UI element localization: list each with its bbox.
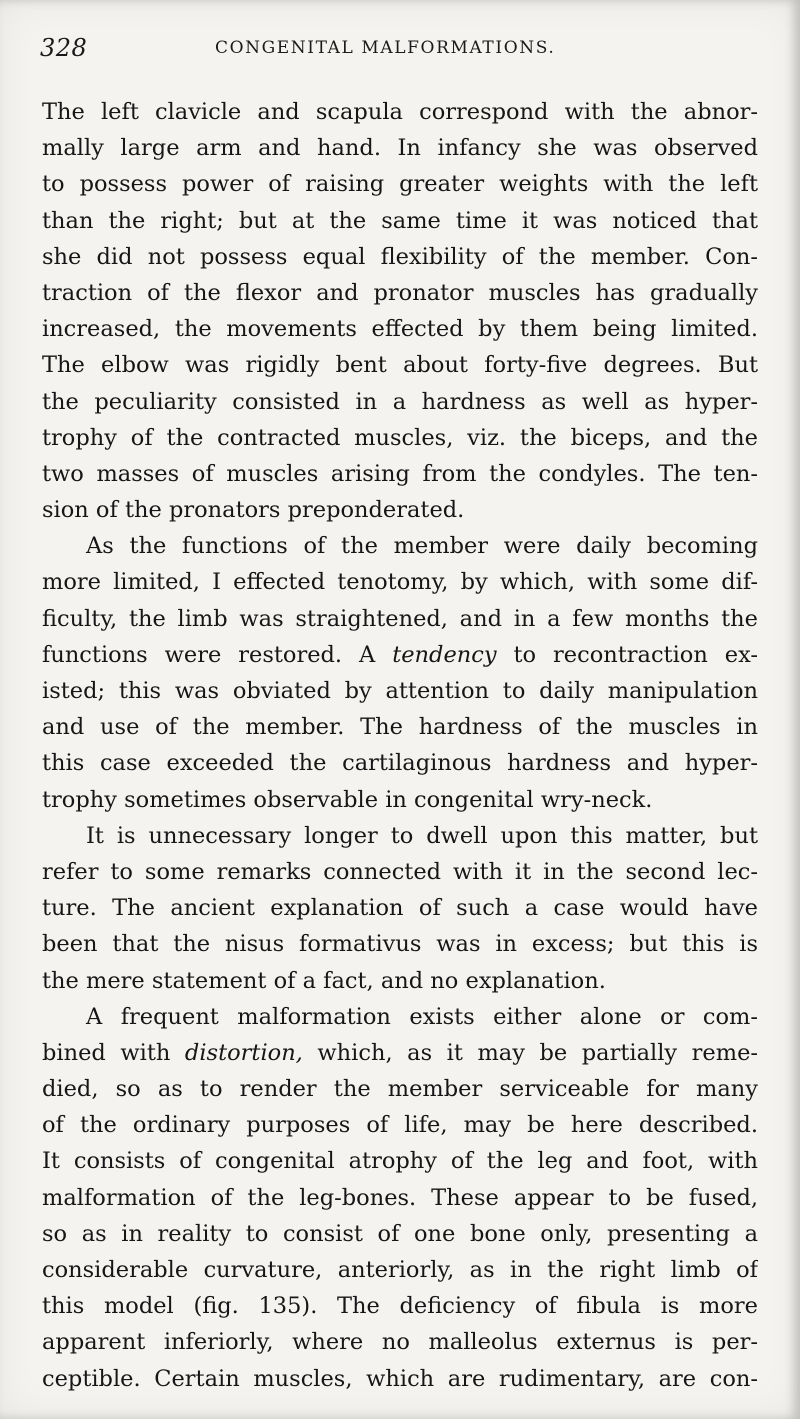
text-line: so as in reality to consist of one bone only, presenting a — [42, 1220, 758, 1247]
text-line: of the ordinary purposes of life, may be here described. — [42, 1112, 758, 1139]
text-segment: bined with — [42, 1039, 185, 1066]
text-line: been that the nisus formativus was in excess; but this is — [42, 931, 758, 958]
text-line: The left clavicle and scapula correspond with the abnor- — [42, 99, 758, 125]
text-line: more limited, I effected tenotomy, by which, with some dif- — [42, 569, 758, 596]
text-line: refer to some remarks connected with it in the second lec- — [42, 858, 758, 885]
text-line-with-italic — [42, 1035, 758, 1071]
page-number: 328 — [40, 34, 88, 62]
paragraph-1 — [42, 94, 758, 528]
text-line: As the functions of the member were daily becoming — [86, 533, 758, 560]
text-line: the peculiarity consisted in a hardness as well as hyper- — [42, 388, 758, 415]
text-line: A frequent malformation exists either alone or com- — [86, 1003, 758, 1030]
text-line: she did not possess equal flexibility of the member. Con- — [42, 243, 758, 270]
text-line: considerable curvature, anteriorly, as in the right limb of — [42, 1257, 758, 1283]
text-line: sion of the pronators preponderated. — [42, 497, 465, 524]
text-line: this case exceeded the cartilaginous hardness and hyper- — [42, 750, 758, 777]
text-line: ceptible. Certain muscles, which are rudimentary, are con- — [42, 1365, 758, 1392]
text-line: It consists of congenital atrophy of the leg and foot, with — [42, 1148, 758, 1175]
text-line: malformation of the leg-bones. These appear to be fused, — [42, 1184, 758, 1211]
text-line: and use of the member. The hardness of the muscles in — [42, 714, 758, 741]
text-line: died, so as to render the member serviceable for many — [42, 1076, 758, 1103]
text-line-with-italic — [42, 637, 758, 673]
text-line: trophy of the contracted muscles, viz. the biceps, and the — [42, 424, 758, 451]
paragraph-2 — [42, 528, 758, 818]
text-segment: to recontraction ex- — [496, 641, 758, 668]
text-line: the mere statement of a fact, and no explanation. — [42, 967, 606, 994]
text-segment: which, as it may be partially reme- — [302, 1039, 758, 1066]
text-line: than the right; but at the same time it was noticed that — [42, 207, 758, 234]
text-line: apparent inferiorly, where no malleolus externus is per- — [42, 1329, 758, 1356]
text-line: increased, the movements effected by them being limited. — [42, 316, 758, 343]
text-line: two masses of muscles arising from the condyles. The ten- — [42, 460, 758, 487]
text-line: to possess power of raising greater weights with the left — [42, 171, 758, 198]
text-line: mally large arm and hand. In infancy she was observed — [42, 135, 758, 162]
text-line: The elbow was rigidly bent about forty-five degrees. But — [42, 352, 758, 379]
text-line: traction of the flexor and pronator muscles has gradually — [42, 279, 758, 306]
text-segment: functions were restored. A — [42, 641, 393, 668]
text-line: ficulty, the limb was straightened, and in a few months the — [42, 605, 758, 632]
text-line: this model (fig. 135). The deficiency of fibula is more — [42, 1293, 758, 1320]
body-text — [42, 94, 758, 1397]
text-line: trophy sometimes observable in congenital wry-neck. — [42, 786, 653, 813]
page-header — [40, 34, 760, 64]
running-head: CONGENITAL MALFORMATIONS. — [215, 38, 556, 58]
paragraph-4 — [42, 999, 758, 1397]
text-line: isted; this was obviated by attention to daily manipulation — [42, 678, 758, 704]
text-line: It is unnecessary longer to dwell upon this matter, but — [86, 822, 758, 849]
italic-word: tendency — [392, 641, 497, 668]
paragraph-3 — [42, 818, 758, 999]
italic-word: distortion, — [184, 1039, 303, 1066]
text-line: ture. The ancient explanation of such a case would have — [42, 895, 758, 922]
